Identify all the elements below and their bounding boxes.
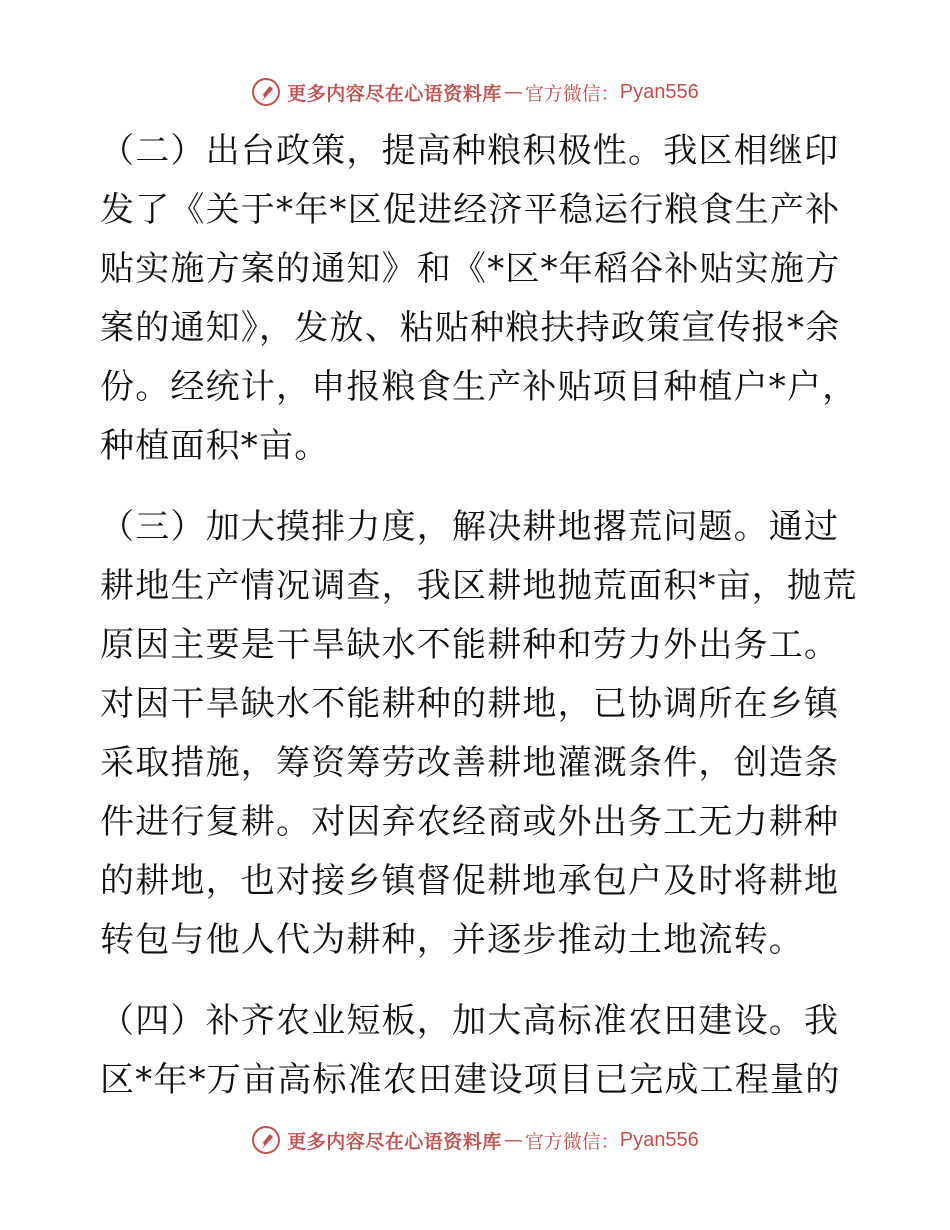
watermark-wechat-label: 官方微信： bbox=[524, 1130, 620, 1153]
watermark-text: 更多内容尽在心语资料库 bbox=[287, 82, 502, 105]
watermark-wechat-label: 官方微信： bbox=[524, 82, 620, 105]
header-watermark bbox=[0, 72, 950, 112]
watermark-dash: — bbox=[503, 81, 523, 103]
paragraph-policy: （二）出台政策，提高种粮积极性。我区相继印发了《关于*年*区促进经济平稳运行粮食生产补贴实施方案的通知》和《*区*年稻谷补贴实施方案的通知》，发放、粘贴种粮扶持政策宣传报*余份。经统计，申报粮食生产补贴项目种植户*户，种植面积*亩。 bbox=[100, 131, 858, 466]
paragraph-farmland-abandonment: （三）加大摸排力度，解决耕地撂荒问题。通过耕地生产情况调查，我区耕地抛荒面积*亩，抛荒原因主要是干旱缺水不能耕种和劳力外出务工。对因干旱缺水不能耕种的耕地，已协调所在乡镇采取措施，筹资筹劳改善耕地灌溉条件，创造条件进行复耕。对因弃农经商或外出务工无力耕种的耕地，也对接乡镇督促耕地承包户及时将耕地转包与他人代为耕种，并逐步推动土地流转。 bbox=[100, 507, 858, 960]
watermark-wechat-id: Pyan556 bbox=[619, 1128, 699, 1151]
watermark-dash: — bbox=[503, 1129, 523, 1151]
document-body bbox=[100, 122, 860, 1110]
paragraph-high-standard-farmland: （四）补齐农业短板，加大高标准农田建设。我区*年*万亩高标准农田建设项目已完成工程量的 bbox=[100, 1001, 841, 1100]
footer-watermark bbox=[0, 1120, 950, 1160]
pen-nib-icon bbox=[251, 77, 281, 107]
watermark-wechat-id: Pyan556 bbox=[619, 80, 699, 103]
watermark-text: 更多内容尽在心语资料库 bbox=[287, 1130, 502, 1153]
pen-nib-icon bbox=[251, 1125, 281, 1155]
